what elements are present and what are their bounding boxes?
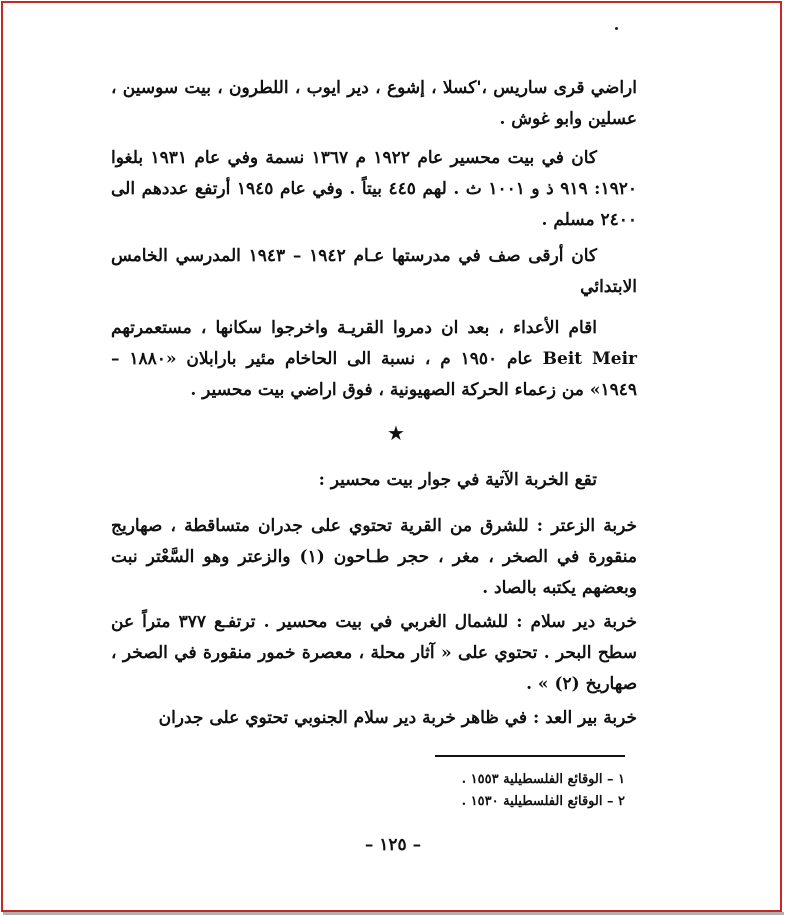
- page-frame: [1, 1, 782, 912]
- page-number: – ١٢٥ –: [364, 835, 422, 855]
- paragraph-khirbet-zaatar: خربة الزعتر : للشرق من القرية تحتوي على جدران متساقطة ، صهاريج منقورة في الصخر ، مغر ، حجر طـاحون (١) والزعتر وهو السَّعْتر نبت وبعضهم يكتبه بالصاد .: [111, 516, 637, 598]
- footnote-1: ١ – الوقائع الفلسطيلية ١٥٥٣ .: [461, 772, 625, 787]
- paragraph-khirbet-bir-al-id: خربة بير العد : في ظاهر خربة دير سلام الجنوبي تحتوي على جدران: [158, 708, 637, 728]
- footnote-divider: [435, 755, 625, 757]
- ink-dot: [615, 27, 618, 30]
- paragraph-population: كان في بيت محسير عام ١٩٢٢ م ١٣٦٧ نسمة وفي عام ١٩٣١ بلغوا ١٩٢٠: ٩١٩ ذ و ١٠٠١ ث . لهم ٤٤٥ بيتاً . وفي عام ١٩٤٥ أرتفع عددهم الى ٢٤٠٠ مسلم .: [111, 148, 637, 230]
- star-separator: ★: [387, 421, 405, 445]
- paragraph-khirbet-deir-salam: خربة دير سلام : للشمال الغربي في بيت محسير . ترتفـع ٣٧٧ متراً عن سطح البحر . تحتوي على « آثار محلة ، معصرة خمور منقورة في الصخر ، صهاريخ (٢) » .: [111, 612, 637, 694]
- term-khirbet-bir-al-id: خربة بير العد :: [532, 708, 637, 728]
- footnote-2: ٢ – الوقائع الفلسطيلية ١٥٣٠ .: [461, 794, 625, 809]
- term-khirbet-zaatar: خربة الزعتر :: [536, 516, 637, 536]
- paragraph-school: كان أرقى صف في مدرستها عـام ١٩٤٢ – ١٩٤٣ المدرسي الخامس الابتدائي: [111, 246, 637, 297]
- paragraph-ruins-intro: تقع الخربة الآتية في جوار بيت محسير :: [318, 470, 597, 490]
- paragraph-settlement: اقام الأعداء ، بعد ان دمروا القريـة واخرجوا سكانها ، مستعمرتهم Beit Meir عام ١٩٥٠ م ، نسبة الى الحاخام مئير بارابلان «١٨٨٠ – ١٩٤٩» من زعماء الحركة الصهيونية ، فوق اراضي بيت محسير .: [111, 318, 638, 400]
- term-khirbet-deir-salam: خربة دير سلام :: [516, 612, 637, 632]
- paragraph-villages: اراضي قرى ساريس ،'كسلا ، إشوع ، دير ايوب ، اللطرون ، بيت سوسين ، عسلين وابو غوش .: [111, 78, 637, 129]
- footnotes: [415, 769, 625, 813]
